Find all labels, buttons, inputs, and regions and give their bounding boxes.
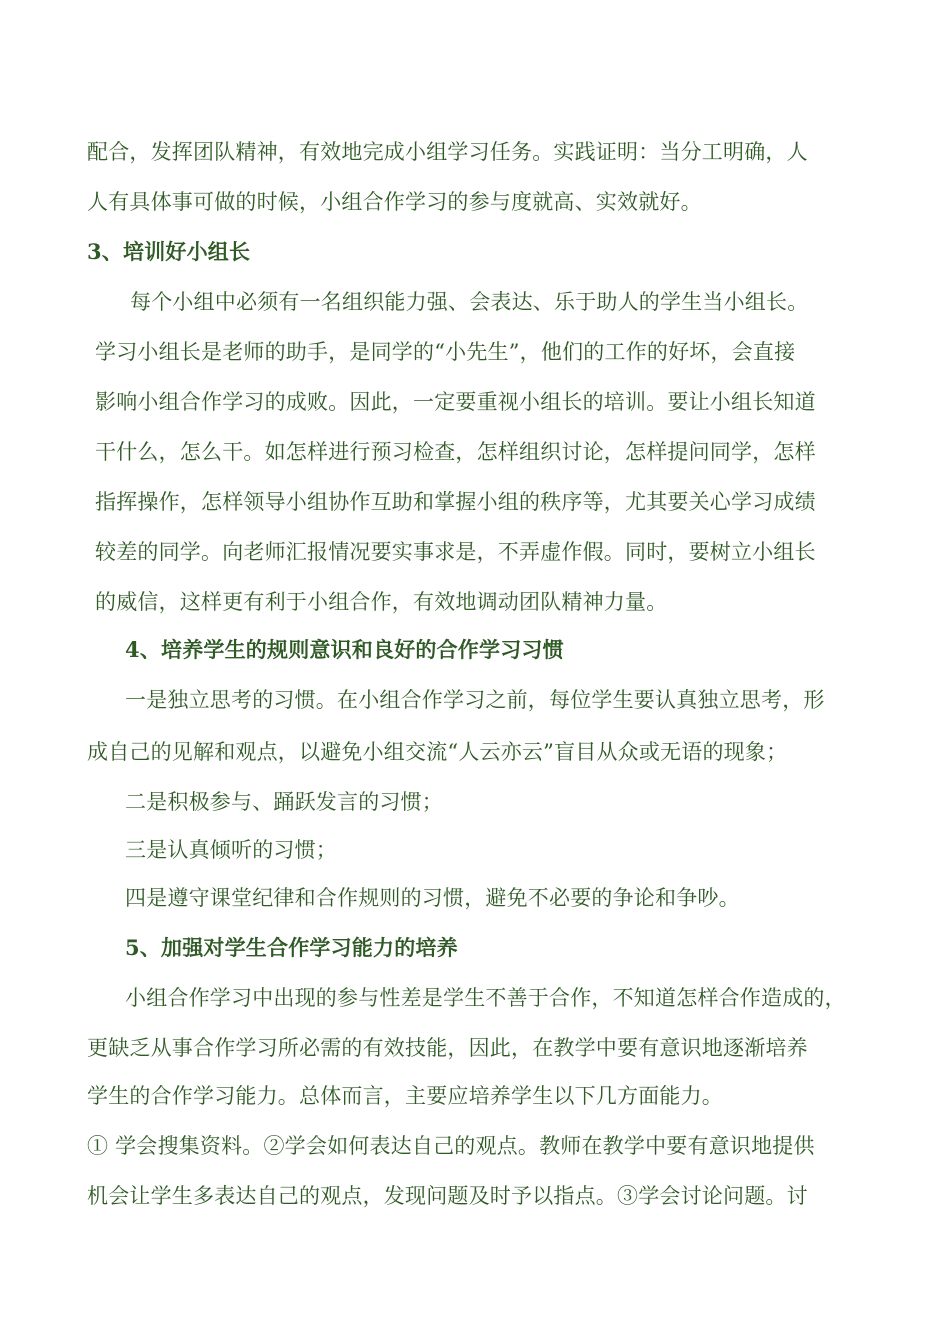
text-line: 更缺乏从事合作学习所必需的有效技能，因此，在教学中要有意识地逐渐培养	[87, 1036, 808, 1060]
text-line: 每个小组中必须有一名组织能力强、会表达、乐于助人的学生当小组长。	[130, 290, 809, 314]
text-line: 干什么，怎么干。如怎样进行预习检查，怎样组织讨论，怎样提问同学，怎样	[95, 440, 816, 464]
text-line: 学习小组长是老师的助手，是同学的“小先生”，他们的工作的好坏，会直接	[95, 340, 796, 364]
text-line: ① 学会搜集资料。②学会如何表达自己的观点。教师在教学中要有意识地提供	[87, 1134, 815, 1158]
text-line: 的威信，这样更有利于小组合作，有效地调动团队精神力量。	[95, 590, 668, 614]
text-line: 较差的同学。向老师汇报情况要实事求是，不弄虚作假。同时，要树立小组长	[95, 540, 816, 564]
text-line: 三是认真倾听的习惯；	[125, 838, 337, 862]
text-line: 小组合作学习中出现的参与性差是学生不善于合作，不知道怎样合作造成的，	[125, 986, 846, 1010]
text-line: 学生的合作学习能力。总体而言，主要应培养学生以下几方面能力。	[87, 1084, 723, 1108]
section-heading-5: 5、加强对学生合作学习能力的培养	[125, 935, 458, 960]
text-line: 四是遵守课堂纪律和合作规则的习惯，避免不必要的争论和争吵。	[125, 886, 740, 910]
text-line: 人有具体事可做的时候，小组合作学习的参与度就高、实效就好。	[87, 190, 702, 214]
text-line: 成自己的见解和观点，以避免小组交流“人云亦云”盲目从众或无语的现象；	[87, 740, 788, 764]
text-line: 影响小组合作学习的成败。因此，一定要重视小组长的培训。要让小组长知道	[95, 390, 816, 414]
section-heading-4: 4、培养学生的规则意识和良好的合作学习习惯	[125, 637, 564, 662]
text-line: 配合，发挥团队精神，有效地完成小组学习任务。实践证明：当分工明确，人	[87, 140, 808, 164]
section-heading-3: 3、培训好小组长	[87, 239, 251, 264]
text-line: 机会让学生多表达自己的观点，发现问题及时予以指点。③学会讨论问题。讨	[87, 1184, 808, 1208]
text-line: 二是积极参与、踊跃发言的习惯；	[125, 790, 443, 814]
text-line: 指挥操作，怎样领导小组协作互助和掌握小组的秩序等，尤其要关心学习成绩	[95, 490, 816, 514]
text-line: 一是独立思考的习惯。在小组合作学习之前，每位学生要认真独立思考，形	[125, 688, 825, 712]
